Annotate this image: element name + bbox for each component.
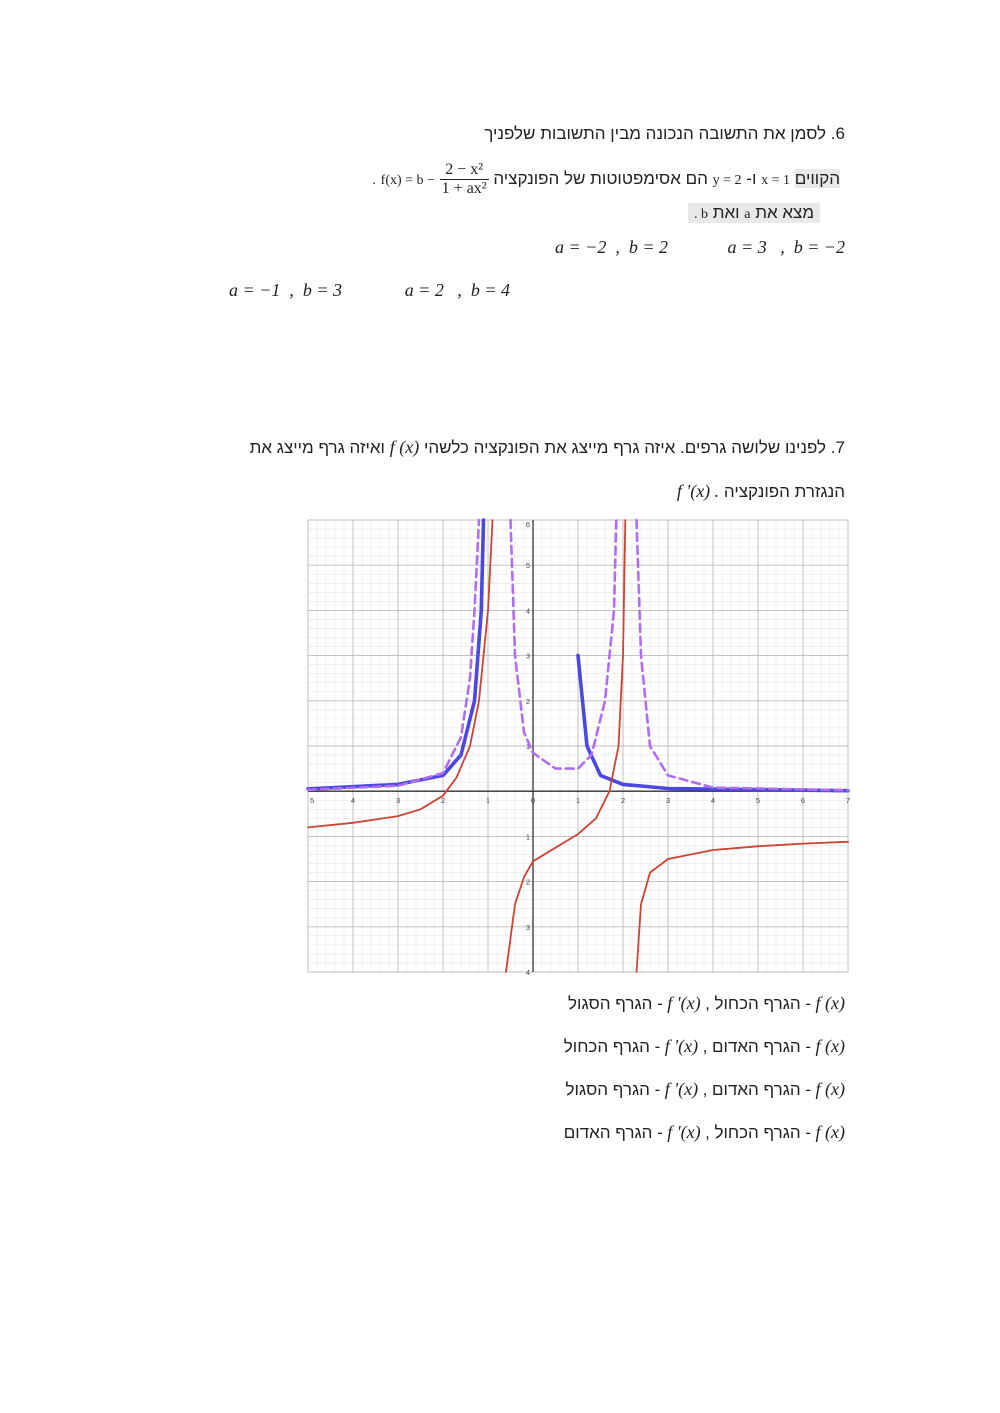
q7-opt2-f: f (x)	[815, 1036, 845, 1056]
q7-fx: f (x)	[389, 437, 420, 457]
x-tick-label: 5	[310, 796, 315, 806]
y-tick-label: 1	[525, 832, 530, 842]
q6-func-lhs: f(x) = b −	[380, 172, 435, 188]
x-tick-label: 0	[530, 796, 536, 806]
q7-opt4-f-text: - הגרף הכחול ,	[705, 1123, 812, 1142]
q6-and: ו-	[746, 168, 757, 188]
q7-opt3-fp: f '(x)	[664, 1079, 699, 1099]
x-tick-label: 6	[800, 796, 806, 806]
q6-asym-y: y = 2	[712, 172, 742, 188]
y-tick-label: 1	[525, 742, 530, 751]
q7-option-1[interactable]	[568, 993, 845, 1014]
q7-fpx: f '(x) .	[676, 481, 720, 501]
q6-number: 6.	[830, 124, 845, 143]
q7-opt2-f-text: - הגרף האדום ,	[702, 1037, 812, 1056]
q6-line1	[372, 161, 840, 198]
q6-title: לסמן את התשובה הנכונה מבין התשובות שלפניך	[484, 124, 827, 143]
curve-series-2	[511, 520, 617, 769]
q6-func-end: .	[372, 172, 376, 188]
q6-option-3[interactable]: a = 2 , b = 4	[404, 280, 510, 300]
q7-opt1-f-text: - הגרף הכחול ,	[705, 994, 812, 1013]
y-tick-label: 5	[525, 561, 530, 571]
q7-opt3-f: f (x)	[815, 1079, 845, 1099]
q6-fraction-numerator: 2 − x²	[440, 161, 489, 180]
x-tick-label: 2	[620, 796, 626, 806]
x-tick-label: 4	[350, 796, 356, 806]
q6-var-a: a	[744, 207, 751, 222]
function-graphs-chart	[308, 520, 851, 977]
q7-option-4[interactable]	[564, 1122, 845, 1143]
q7-text: לפנינו שלושה גרפים. איזה גרף מייצג את הפונקציה כלשהי	[423, 438, 827, 457]
q7-opt1-f: f (x)	[815, 993, 845, 1013]
q7-line2	[677, 481, 845, 502]
y-tick-label: 3	[525, 922, 530, 932]
x-tick-label: 3	[395, 796, 401, 806]
q7-opt3-fp-text: - הגרף הסגול	[565, 1080, 661, 1099]
x-tick-label: 5	[755, 796, 761, 806]
x-tick-label: 3	[665, 796, 671, 806]
q7-opt4-f: f (x)	[815, 1122, 845, 1142]
q7-derivative-text: הנגזרת הפונקציה	[723, 482, 845, 501]
x-tick-label: 4	[710, 796, 716, 806]
y-tick-label: 4	[525, 968, 530, 977]
q6-text-rest: הם אסימפטוטות של הפונקציה	[493, 168, 708, 188]
q6-fraction-denominator: 1 + ax²	[441, 180, 487, 197]
y-tick-label: 6	[525, 520, 530, 529]
x-tick-label: 2	[440, 796, 446, 806]
q6-var-b: b .	[693, 207, 708, 222]
q6-fraction	[440, 161, 489, 198]
q6-find-text: מצא את	[755, 203, 814, 222]
q7-option-2[interactable]	[564, 1036, 845, 1057]
q6-and-text: ואת	[712, 203, 740, 222]
x-tick-label: 1	[575, 796, 581, 806]
y-tick-label: 2	[525, 877, 530, 887]
q6-option-1[interactable]: a = 3 , b = −2	[727, 237, 845, 257]
q7-opt1-fp: f '(x)	[667, 993, 701, 1013]
q6-line2	[688, 203, 820, 223]
q7-text-end: ואיזה גרף מייצג את	[249, 438, 385, 457]
q7-opt2-fp-text: - הגרף הכחול	[563, 1037, 661, 1056]
q7-line1	[250, 437, 845, 458]
curve-series-1	[308, 520, 484, 789]
y-tick-label: 4	[525, 606, 530, 616]
q7-opt4-fp: f '(x)	[667, 1122, 701, 1142]
q7-opt2-fp: f '(x)	[664, 1036, 699, 1056]
q6-asym-x: x = 1	[761, 172, 791, 188]
curve-series-2	[308, 520, 479, 790]
q7-opt4-fp-text: - הגרף האדום	[563, 1123, 663, 1142]
q6-title-row	[484, 124, 845, 144]
q6-word-lines: הקווים	[794, 168, 840, 188]
q7-option-3[interactable]	[566, 1079, 845, 1100]
q6-option-4[interactable]: a = −1 , b = 3	[229, 280, 342, 300]
q6-option-2[interactable]: a = −2 , b = 2	[555, 237, 668, 257]
q7-opt1-fp-text: - הגרף הסגול	[568, 994, 663, 1013]
x-tick-label: 1	[485, 796, 491, 806]
q7-opt3-f-text: - הגרף האדום ,	[702, 1080, 812, 1099]
q7-number: 7.	[830, 438, 845, 457]
x-tick-label: 7	[845, 796, 851, 806]
q6-function	[372, 161, 488, 198]
y-tick-label: 3	[525, 651, 530, 661]
y-tick-label: 2	[525, 696, 530, 706]
